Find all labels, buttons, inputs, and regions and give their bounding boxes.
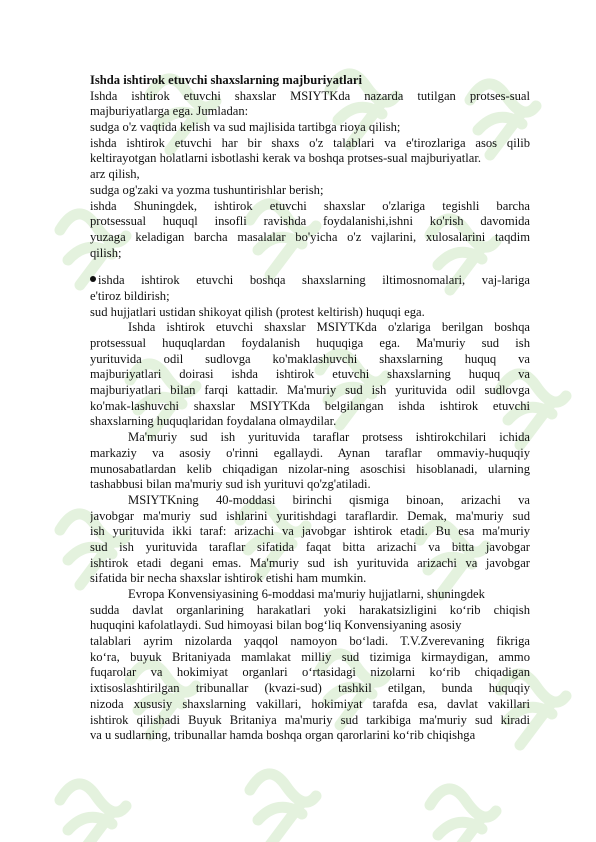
text-line (90, 556, 530, 572)
line-text: ishda ishtirok etuvchi har bir shaxs o'z talablari va e'tirozlariga asos qilib (90, 135, 530, 150)
text-line (90, 199, 530, 215)
text-line (90, 320, 530, 336)
text-line (90, 524, 530, 540)
text-line (90, 151, 530, 167)
text-line (90, 697, 530, 713)
line-text: talablari ayrim nizolarda yaqqol namoyon bo‘ladi. T.V.Zverevaning fikriga (90, 634, 530, 649)
text-line (90, 352, 530, 368)
line-text: ko‘ra, buyuk Britaniyada mamlakat milliy sud tizimiga kirmaydigan, ammo (90, 649, 530, 664)
line-text: Ishda ishtirok etuvchi shaxslar MSIYTKda nazarda tutilgan protses-sual (90, 88, 530, 103)
line-text: arz qilish, (90, 167, 140, 182)
text-line (90, 681, 530, 697)
watermark-stroke (250, 774, 316, 842)
line-text: va u sudlarning, tribunallar hamda boshqa organ qarorlarini ko‘rib chiqishga (90, 728, 476, 743)
line-text: nizoda xususiy shaxslarning vakillari, hokimiyat tarafda esa, davlat vakillari (90, 696, 530, 711)
line-text: ishda ishtirok etuvchi boshqa shaxslarning iltimosnomalari, vaj-lariga (98, 273, 530, 288)
line-text: qilish; (90, 245, 122, 260)
text-line (90, 493, 530, 509)
text-line (90, 230, 530, 246)
line-text: majburiyatlari bilan farqi kattadir. Ma'muriy sud ish yuritu​vida odil sudlovga (90, 383, 530, 398)
text-line (90, 462, 530, 478)
text-line (90, 89, 530, 105)
text-line (90, 214, 530, 230)
line-text: shaxslarning huquqlaridan foydalana olmaydilar. (90, 414, 337, 429)
text-line (90, 446, 530, 462)
paragraph-gap (90, 261, 530, 273)
bullet-icon (90, 276, 96, 282)
line-text: Ma'muriy sud ish yurituvida taraflar protsess ishtirokchilari ichida (128, 430, 530, 445)
watermark-stroke (60, 784, 126, 842)
text-line (90, 305, 530, 321)
text-line (90, 367, 530, 383)
line-text: fuqarolar va hokimiyat organlari o‘rtasidagi nizolarni ko‘rib chiqadigan (90, 665, 530, 680)
text-line (90, 167, 530, 183)
line-text: ishda Shuningdek, ishtirok etuvchi shaxslar o'zlariga tegishli barcha (90, 198, 530, 213)
line-text: e'tiroz bildirish; (90, 288, 170, 303)
line-text: sud ish yurituvida taraflar sifatida faqat bitta arizachi va bitta javobgar (90, 539, 530, 554)
watermark-stroke (430, 789, 496, 842)
line-text: munosabatlardan kelib chiqadigan nizolar-ning asoschisi hisoblanadi, ularning (90, 461, 530, 476)
line-text: ishtirok etadi degani emas. Ma'muriy sud ish yurituvida arizachi va javobgar (90, 555, 530, 570)
line-text: javobgar ma'muriy sud ishlarini yuritishdagi taraflardir. Demak, ma'muriy sud (90, 508, 530, 523)
text-line (90, 540, 530, 556)
text-line (90, 728, 530, 744)
text-line (90, 634, 530, 650)
line-text: MSIYTKning 40-moddasi birinchi qismiga binoan, arizachi va (128, 492, 530, 507)
line-text: majburiyatlari doirasi ishda ishtirok etuvchi shaxslarning huquq va (90, 367, 530, 382)
document-body (90, 73, 530, 744)
line-text: sudga o'z vaqtida kelish va sud majlisida tartibga rioya qilish; (90, 120, 401, 135)
line-text: sifatida bir necha shaxslar ishtirok etishi ham mumkin. (90, 571, 367, 586)
line-text: huquqini kafolatlaydi. Sud himoyasi bilan bog‘liq Konvensiyaning asosiy (90, 618, 462, 633)
text-line (90, 289, 530, 305)
text-line (90, 650, 530, 666)
text-line (90, 477, 530, 493)
line-text: keltirayotgan holatlarni isbotlashi kerak va boshqa protses-sual majburiyatlar. (90, 151, 482, 166)
text-line (90, 509, 530, 525)
text-line (90, 336, 530, 352)
line-text: protsessual huquqlardan foydalanish huquqiga ega. Ma'muriy sud ish (90, 336, 530, 350)
line-text: ko'mak-lashuvchi shaxslar MSIYTKda belgilangan ishda ishtirok etuvchi (90, 398, 530, 413)
text-line (90, 104, 530, 120)
text-line (90, 603, 530, 619)
text-line (90, 665, 530, 681)
text-line (90, 430, 530, 446)
text-line (90, 713, 530, 729)
bullet-text-line (90, 273, 530, 289)
paragraph-lines (90, 89, 530, 744)
text-line (90, 246, 530, 262)
line-text: majburiyatlarga ega. Jumladan: (90, 104, 249, 119)
line-text: yurituvida odil sudlovga ko'maklashuvchi shaxslarning huquq va (90, 351, 530, 366)
line-text: Evropa Konvensiyasining 6-moddasi ma'muriy hujjatlarni, shuningdek (128, 587, 485, 601)
line-text: ish yurituvida ikki taraf: arizachi va javobgar ishtirok etadi. Bu esa ma'muriy (90, 524, 530, 539)
text-line (90, 399, 530, 415)
text-line (90, 183, 530, 199)
line-text: tashabbusi bilan ma'muriy sud ish yurituvi qo'zg'atiladi. (90, 477, 371, 492)
line-text: yuzaga keladigan barcha masalalar bo'yicha o'z vajlarini, xulosalarini taqdim (90, 229, 530, 244)
document-title: Ishda ishtirok etuvchi shaxslarning majburiyatlari (90, 73, 362, 87)
text-line (90, 571, 530, 587)
text-line (90, 587, 530, 603)
line-text: protsessual huquql insofli ravishda foydalanishi,ishni ko'rish davomida (90, 214, 530, 229)
line-text: markaziy va asosiy o'rinni egallaydi. Aynan taraflar ommaviy-huquqiy (90, 445, 530, 460)
text-line (90, 618, 530, 634)
line-text: Ishda ishtirok etuvchi shaxslar MSIYTKda o'zlariga berilgan boshqa (128, 320, 530, 335)
line-text: sudda davlat organlarining harakatlari yoki harakatsizligini ko‘rib chiqish (90, 602, 530, 617)
text-line (90, 383, 530, 399)
line-text: sudga og'zaki va yozma tushuntirishlar berish; (90, 182, 324, 197)
line-text: ishtirok qilishadi Buyuk Britaniya ma'muriy sud tarkibiga ma'muriy sud kiradi (90, 712, 530, 727)
line-text: ixtisoslashtirilgan tribunallar (kvazi-sud) tashkil etilgan, bunda huquqiy (90, 681, 530, 696)
text-line (90, 414, 530, 430)
text-line (90, 136, 530, 152)
text-line (90, 120, 530, 136)
line-text: sud hujjatlari ustidan shikoyat qilish (protest keltirish) huquqi ega. (90, 304, 425, 319)
